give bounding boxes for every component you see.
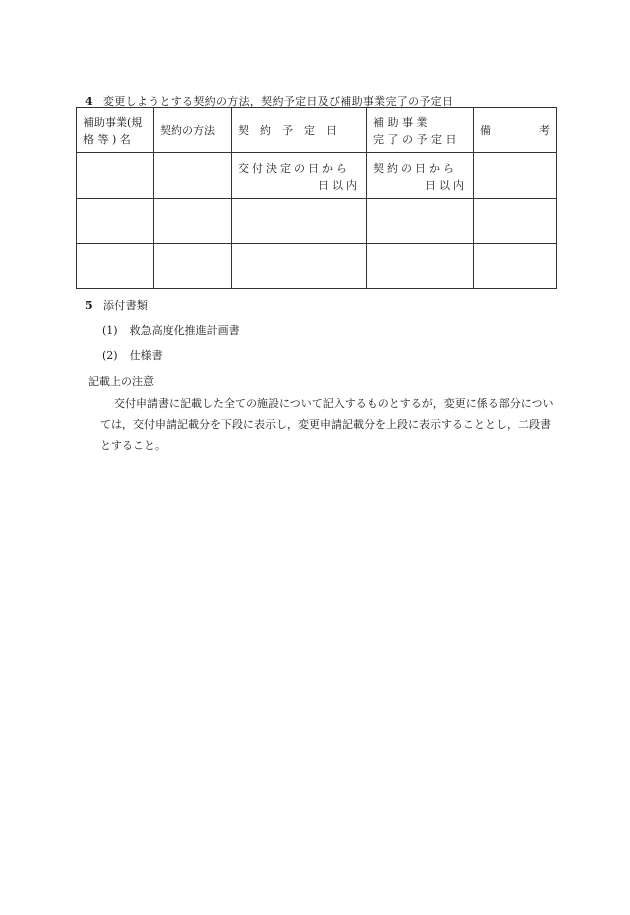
- row1-completion-date-line2: 日以内: [425, 179, 467, 192]
- table-row: [77, 153, 557, 199]
- header-remarks-char2: 考: [539, 124, 550, 137]
- header-project-name-line1: 補助事業(規: [83, 116, 143, 129]
- header-completion-date-line1: 補 助 事 業: [373, 116, 428, 129]
- table-cell: [474, 199, 557, 244]
- attachment-item-2: [102, 347, 163, 363]
- notes-body: 交付申請書に記載した全ての施設について記入するものとするが，変更に係る部分については，交付申請記載分を下段に表示し，変更申請記載分を上段に表示することとし，二段書とすること。: [100, 397, 554, 452]
- table-cell: [232, 199, 367, 244]
- header-remarks: [474, 108, 557, 153]
- notes-title: 記載上の注意: [88, 375, 154, 388]
- table-row: [77, 244, 557, 289]
- table-cell: [232, 153, 367, 199]
- table-cell: [474, 244, 557, 289]
- header-completion-date: [367, 108, 474, 153]
- section-4-number: 4: [85, 95, 93, 108]
- header-contract-date-label: 契 約 予 定 日: [238, 124, 337, 137]
- row1-completion-date-line1: 契約の日から: [373, 162, 457, 175]
- header-completion-date-line2: 完 了 の 予 定 日: [373, 133, 457, 146]
- section-5-title: 添付書類: [102, 299, 149, 312]
- section-4-title: 変更しようとする契約の方法，契約予定日及び補助事業完了の予定日: [102, 95, 454, 108]
- attachment-item-1-text: 救急高度化推進計画書: [129, 324, 240, 337]
- table-cell: [154, 199, 232, 244]
- table-cell: [367, 199, 474, 244]
- table-header-row: [77, 108, 557, 153]
- table-cell: [77, 199, 154, 244]
- table-cell: [367, 153, 474, 199]
- section-5-heading: [85, 297, 148, 313]
- table-row: [77, 199, 557, 244]
- attachment-item-2-text: 仕様書: [129, 349, 163, 362]
- row1-contract-date-line1: 交付決定の日から: [238, 162, 350, 175]
- table-cell: [77, 244, 154, 289]
- row1-contract-date-line2: 日以内: [318, 179, 360, 192]
- table-cell: [154, 153, 232, 199]
- table-cell: [77, 153, 154, 199]
- attachment-item-1: [102, 322, 240, 338]
- table-cell: [154, 244, 232, 289]
- header-contract-method-label: 契約の方法: [160, 124, 215, 137]
- table-cell: [367, 244, 474, 289]
- table-cell: [474, 153, 557, 199]
- header-project-name: [77, 108, 154, 153]
- attachment-item-1-number: (1): [102, 324, 118, 337]
- table-cell: [232, 244, 367, 289]
- header-contract-method: [154, 108, 232, 153]
- header-contract-date: [232, 108, 367, 153]
- header-project-name-line2: 格 等 ) 名: [83, 133, 131, 146]
- contract-table: [76, 107, 557, 289]
- attachment-item-2-number: (2): [102, 349, 118, 362]
- header-remarks-char1: 備: [480, 124, 491, 137]
- section-5-number: 5: [85, 299, 93, 312]
